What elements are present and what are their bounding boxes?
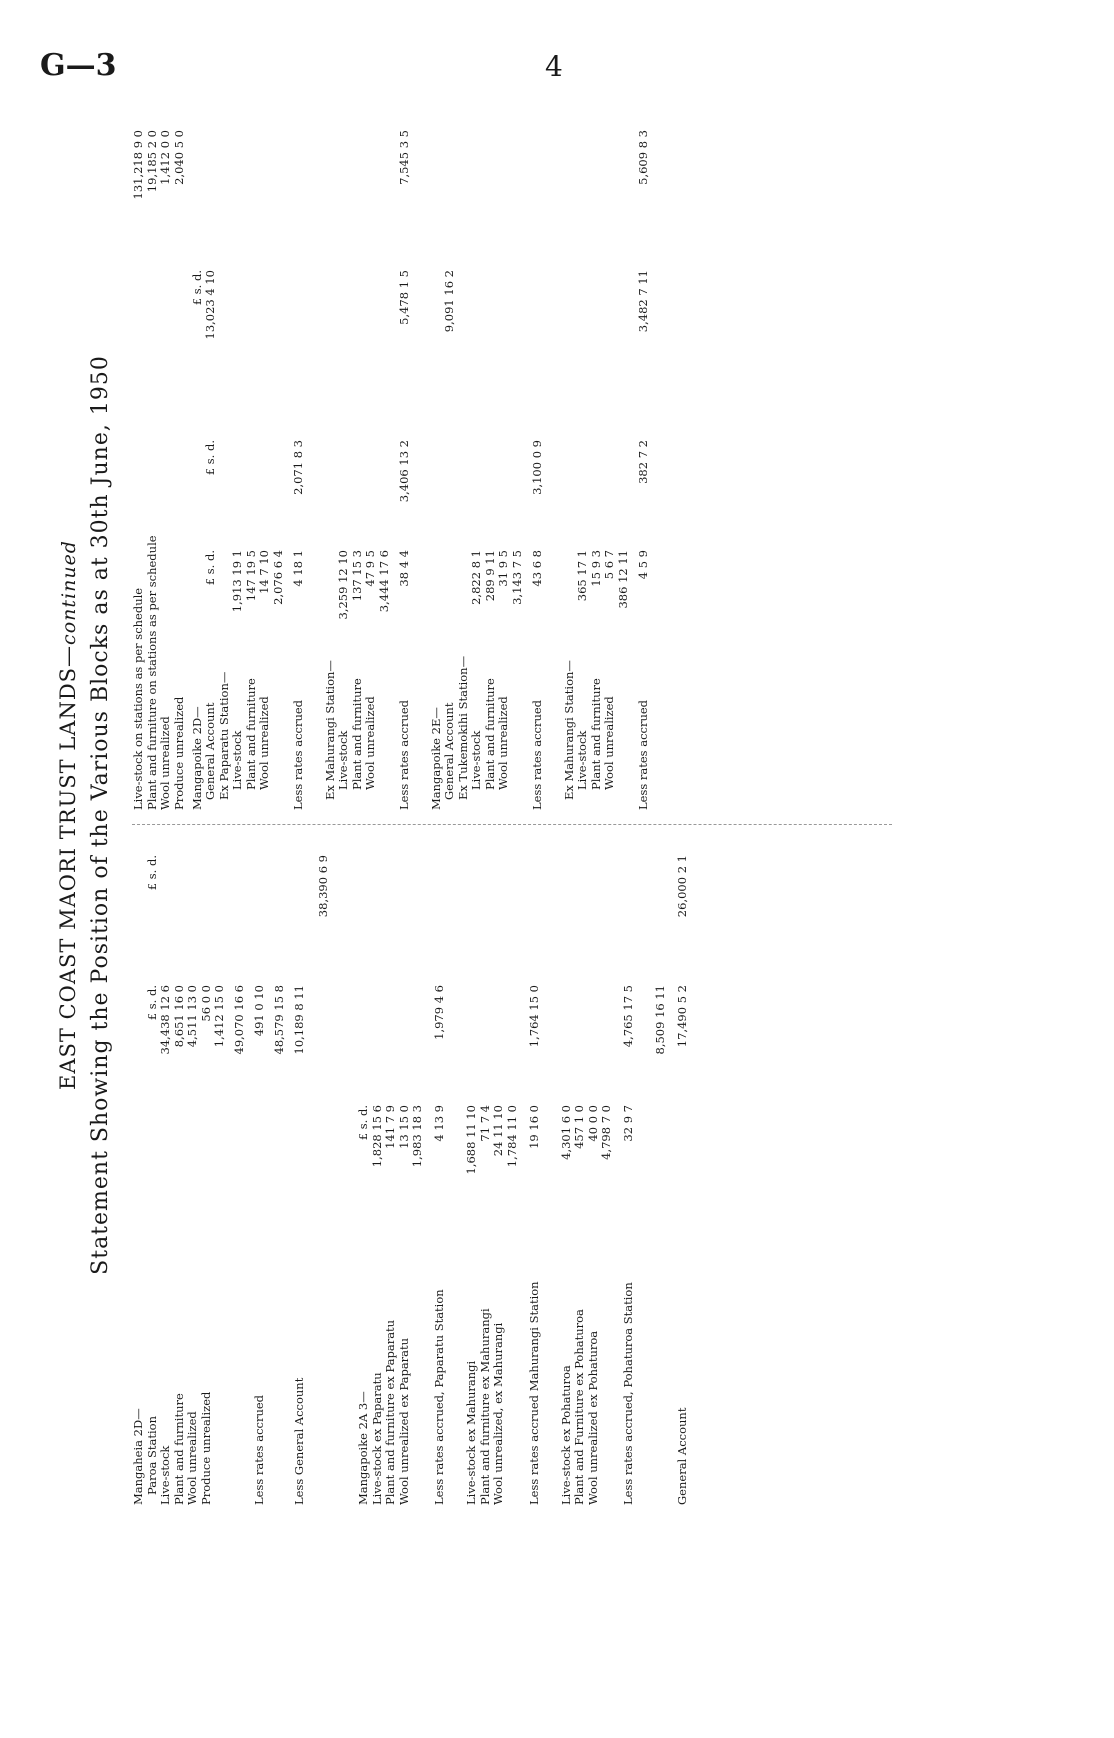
amount-cell: 2,076 6 4 xyxy=(270,550,285,605)
amount-cell: 137 15 3 xyxy=(349,550,364,602)
amount-cell: 8,509 16 11 xyxy=(653,985,667,1055)
row-label: Wool unrealized xyxy=(363,696,377,790)
ledger-row xyxy=(563,120,577,810)
row-label: Plant and furniture xyxy=(349,678,364,790)
ledger-row xyxy=(132,845,146,1505)
ledger-row xyxy=(186,845,200,1505)
row-label: Plant and furniture xyxy=(482,678,497,790)
ledger-row xyxy=(398,845,412,1505)
ledger-row xyxy=(292,120,324,810)
amount-cell: £ s. d. xyxy=(356,1105,370,1141)
amount-cell: £ s. d. xyxy=(144,855,159,891)
ledger-row xyxy=(470,120,484,810)
amount-cell: 2,040 5 0 xyxy=(171,130,186,185)
ledger-row xyxy=(317,845,357,1505)
ledger-row xyxy=(590,120,604,810)
amount-cell: 147 19 5 xyxy=(243,550,258,602)
amount-cell: 26,000 2 1 xyxy=(675,855,689,918)
ledger-row xyxy=(622,845,654,1505)
amount-cell: 7,545 3 5 xyxy=(396,130,411,185)
ledger-row xyxy=(573,845,587,1505)
left-ledger-column xyxy=(132,845,690,1505)
ledger-row xyxy=(213,845,233,1505)
ledger-row xyxy=(654,845,676,1505)
ledger-row xyxy=(603,120,617,810)
amount-cell: 1,412 15 0 xyxy=(212,985,226,1048)
amount-cell: 10,189 8 11 xyxy=(292,985,306,1055)
ledger-row xyxy=(511,120,531,810)
ledger-row xyxy=(293,845,317,1505)
row-label: Plant and furniture on stations as per schedule xyxy=(144,535,159,810)
row-label: Live-stock ex Paparatu xyxy=(369,1372,384,1505)
ledger-row xyxy=(159,120,173,810)
amount-cell: 289 9 11 xyxy=(482,550,497,602)
row-label: Paroa Station xyxy=(144,1416,159,1495)
amount-cell: 13 15 0 xyxy=(396,1105,411,1149)
ledger-row xyxy=(484,120,498,810)
amount-cell: 4,798 7 0 xyxy=(599,1105,613,1160)
ledger-row xyxy=(337,120,351,810)
amount-cell: 38,390 6 9 xyxy=(316,855,330,918)
amount-cell: 1,983 18 3 xyxy=(410,1105,424,1168)
column-divider xyxy=(132,824,892,825)
amount-cell: 3,444 17 6 xyxy=(376,550,391,613)
amount-cell: 13,023 4 10 xyxy=(203,270,217,340)
row-label: Ex Tukemokihi Station— xyxy=(455,655,470,800)
row-label: General Account xyxy=(675,1407,689,1505)
row-label: Less rates accrued xyxy=(635,699,650,810)
amount-cell: 4 5 9 xyxy=(635,550,650,580)
amount-cell: 1,764 15 0 xyxy=(526,985,541,1048)
amount-cell: 4,301 6 0 xyxy=(558,1105,573,1160)
amount-cell: 34,438 12 6 xyxy=(158,985,172,1055)
amount-cell: 43 6 8 xyxy=(529,550,544,587)
amount-cell: £ s. d. xyxy=(203,550,217,586)
ledger-row xyxy=(465,845,479,1505)
ledger-row xyxy=(233,845,253,1505)
ledger-row xyxy=(364,120,378,810)
ledger-row xyxy=(245,120,259,810)
amount-cell: 15 9 3 xyxy=(588,550,603,587)
page-number: 4 xyxy=(545,50,563,83)
row-label: Ex Paparatu Station— xyxy=(216,671,231,800)
amount-cell: 38 4 4 xyxy=(396,550,411,587)
amount-cell: 1,412 0 0 xyxy=(158,130,172,185)
ledger-row xyxy=(617,120,637,810)
ledger-row xyxy=(218,120,232,810)
rotated-statement xyxy=(50,105,950,1525)
ledger-row xyxy=(600,845,622,1505)
ledger-row xyxy=(433,845,465,1505)
amount-cell: 131,218 9 0 xyxy=(131,130,145,200)
amount-cell: 2,822 8 1 xyxy=(469,550,483,605)
row-label: Wool unrealized ex Paparatu xyxy=(396,1337,411,1505)
row-label: Produce unrealized xyxy=(198,1391,213,1505)
ledger-row xyxy=(637,120,651,810)
amount-cell: £ s. d. xyxy=(189,270,204,306)
ledger-row xyxy=(146,845,160,1505)
ledger-row xyxy=(587,845,601,1505)
row-label: Mangapoike 2A 3— xyxy=(356,1391,370,1505)
ledger-row xyxy=(253,845,273,1505)
ledger-row xyxy=(357,845,371,1505)
row-label: Plant and furniture ex Paparatu xyxy=(383,1319,397,1505)
amount-cell: 4,765 17 5 xyxy=(621,985,635,1048)
amount-cell: 3,482 7 11 xyxy=(635,270,650,333)
ledger-row xyxy=(497,120,511,810)
ledger-row xyxy=(378,120,398,810)
ledger-row xyxy=(492,845,506,1505)
row-label: Plant and furniture xyxy=(588,678,603,790)
title-continued: continued xyxy=(58,540,80,645)
amount-cell: 457 1 0 xyxy=(572,1105,586,1149)
amount-cell: 56 0 0 xyxy=(198,985,213,1022)
row-label: Less General Account xyxy=(292,1377,306,1505)
amount-cell: 2,071 8 3 xyxy=(290,440,305,495)
amount-cell: 3,406 13 2 xyxy=(396,440,411,503)
amount-cell: 49,070 16 6 xyxy=(232,985,246,1055)
amount-cell: 382 7 2 xyxy=(635,440,650,484)
row-label: Less rates accrued xyxy=(529,699,544,810)
row-label: Wool unrealized xyxy=(496,696,510,790)
row-label: Wool unrealized xyxy=(185,1411,199,1505)
ledger-row xyxy=(351,120,365,810)
amount-cell: 3,143 7 5 xyxy=(509,550,524,605)
amount-cell: 141 7 9 xyxy=(383,1105,397,1149)
row-label: Wool unrealized, ex Mahurangi xyxy=(491,1322,505,1505)
ledger-row xyxy=(200,845,214,1505)
amount-cell: 14 7 10 xyxy=(257,550,271,594)
amount-cell: 5,609 8 3 xyxy=(635,130,650,185)
amount-cell: 24 11 10 xyxy=(491,1105,505,1157)
ledger-row xyxy=(676,845,690,1505)
row-label: Plant and furniture ex Mahurangi xyxy=(477,1308,492,1505)
document-code: G—3 xyxy=(40,48,117,83)
row-label: Ex Mahurangi Station— xyxy=(322,660,337,800)
ledger-row xyxy=(411,845,433,1505)
row-label: Wool unrealized xyxy=(257,696,271,790)
amount-cell: 365 17 1 xyxy=(575,550,589,602)
amount-cell: 386 12 11 xyxy=(615,550,630,609)
amount-cell: 17,490 5 2 xyxy=(675,985,689,1048)
row-label: Plant and Furniture ex Pohaturoa xyxy=(572,1309,586,1505)
amount-cell: 40 0 0 xyxy=(585,1105,600,1142)
row-label: Live-stock xyxy=(575,730,589,790)
row-label: Live-stock xyxy=(469,730,483,790)
row-label: Less rates accrued xyxy=(396,699,411,810)
row-label: Wool unrealized xyxy=(602,696,616,790)
row-label: Live-stock ex Mahurangi xyxy=(464,1360,478,1505)
amount-cell: 3,100 0 9 xyxy=(529,440,544,495)
ledger-row xyxy=(204,120,218,810)
row-label: Ex Mahurangi Station— xyxy=(561,660,576,800)
row-label: Less rates accrued xyxy=(252,1394,266,1505)
amount-cell: 5,478 1 5 xyxy=(396,270,411,325)
amount-cell: 4 18 1 xyxy=(290,550,305,587)
ledger-row xyxy=(258,120,272,810)
ledger-row xyxy=(506,845,528,1505)
ledger-row xyxy=(371,845,385,1505)
amount-cell: 19,185 2 0 xyxy=(144,130,159,193)
ledger-row xyxy=(231,120,245,810)
amount-cell: £ s. d. xyxy=(203,440,217,476)
ledger-row xyxy=(146,120,160,810)
row-label: Less rates accrued xyxy=(290,699,305,810)
row-label: Produce unrealized xyxy=(171,696,186,810)
amount-cell: 1,828 15 6 xyxy=(369,1105,384,1168)
ledger-row xyxy=(479,845,493,1505)
amount-cell: 31 9 5 xyxy=(496,550,510,587)
ledger-row xyxy=(272,120,292,810)
amount-cell: £ s. d. xyxy=(144,985,159,1021)
amount-cell: 1,784 11 0 xyxy=(504,1105,519,1168)
statement-title xyxy=(56,105,80,1525)
title-main: EAST COAST MAORI TRUST LANDS— xyxy=(56,644,80,1090)
ledger-row xyxy=(457,120,471,810)
amount-cell: 9,091 16 2 xyxy=(442,270,456,333)
amount-cell: 4,511 13 0 xyxy=(185,985,199,1048)
ledger-row xyxy=(576,120,590,810)
row-label: General Account xyxy=(442,702,456,800)
ledger-row xyxy=(384,845,398,1505)
ledger-row xyxy=(324,120,338,810)
amount-cell: 4 13 9 xyxy=(432,1105,446,1142)
amount-cell: 5 6 7 xyxy=(602,550,616,580)
ledger-row xyxy=(173,845,187,1505)
right-ledger-column xyxy=(132,120,650,810)
row-label: General Account xyxy=(203,702,217,800)
amount-cell: 3,259 12 10 xyxy=(336,550,350,620)
amount-cell: 48,579 15 8 xyxy=(272,985,286,1055)
row-label: Less rates accrued, Pohaturoa Station xyxy=(621,1282,635,1505)
amount-cell: 1,979 4 6 xyxy=(432,985,446,1040)
ledger-row xyxy=(528,845,560,1505)
row-label: Mangaheia 2D— xyxy=(131,1408,145,1505)
row-label: Wool unrealized ex Pohaturoa xyxy=(585,1330,600,1505)
amount-cell: 8,651 16 0 xyxy=(171,985,186,1048)
ledger-row xyxy=(132,120,146,810)
amount-cell: 491 0 10 xyxy=(252,985,266,1037)
amount-cell: 71 7 4 xyxy=(477,1105,492,1142)
row-label: Plant and furniture xyxy=(171,1393,186,1505)
amount-cell: 32 9 7 xyxy=(621,1105,635,1142)
ledger-row xyxy=(430,120,444,810)
ledger-row xyxy=(273,845,293,1505)
row-label: Plant and furniture xyxy=(243,678,258,790)
row-label: Mangapoike 2E— xyxy=(428,707,443,810)
ledger-row xyxy=(173,120,191,810)
row-label: Less rates accrued Mahurangi Station xyxy=(526,1281,541,1505)
amount-cell: 1,688 11 10 xyxy=(464,1105,478,1175)
amount-cell: 19 16 0 xyxy=(526,1105,541,1149)
ledger-row xyxy=(398,120,430,810)
amount-cell: 47 9 5 xyxy=(363,550,377,587)
row-label: Live-stock xyxy=(336,730,350,790)
row-label: Live-stock xyxy=(230,730,244,790)
ledger-row xyxy=(191,120,205,810)
ledger-row xyxy=(560,845,574,1505)
amount-cell: 1,913 19 1 xyxy=(230,550,244,613)
statement-subtitle: Statement Showing the Position of the Various Blocks as at 30th June, 1950 xyxy=(88,355,113,1275)
row-label: Live-stock xyxy=(158,1445,172,1505)
row-label: Live-stock ex Pohaturoa xyxy=(558,1365,573,1505)
ledger-row xyxy=(443,120,457,810)
row-label: Live-stock on stations as per schedule xyxy=(131,587,145,810)
row-label: Mangapoike 2D— xyxy=(189,706,204,810)
ledger-row xyxy=(531,120,563,810)
ledger-row xyxy=(159,845,173,1505)
row-label: Wool unrealized xyxy=(158,716,172,810)
row-label: Less rates accrued, Paparatu Station xyxy=(432,1289,446,1505)
